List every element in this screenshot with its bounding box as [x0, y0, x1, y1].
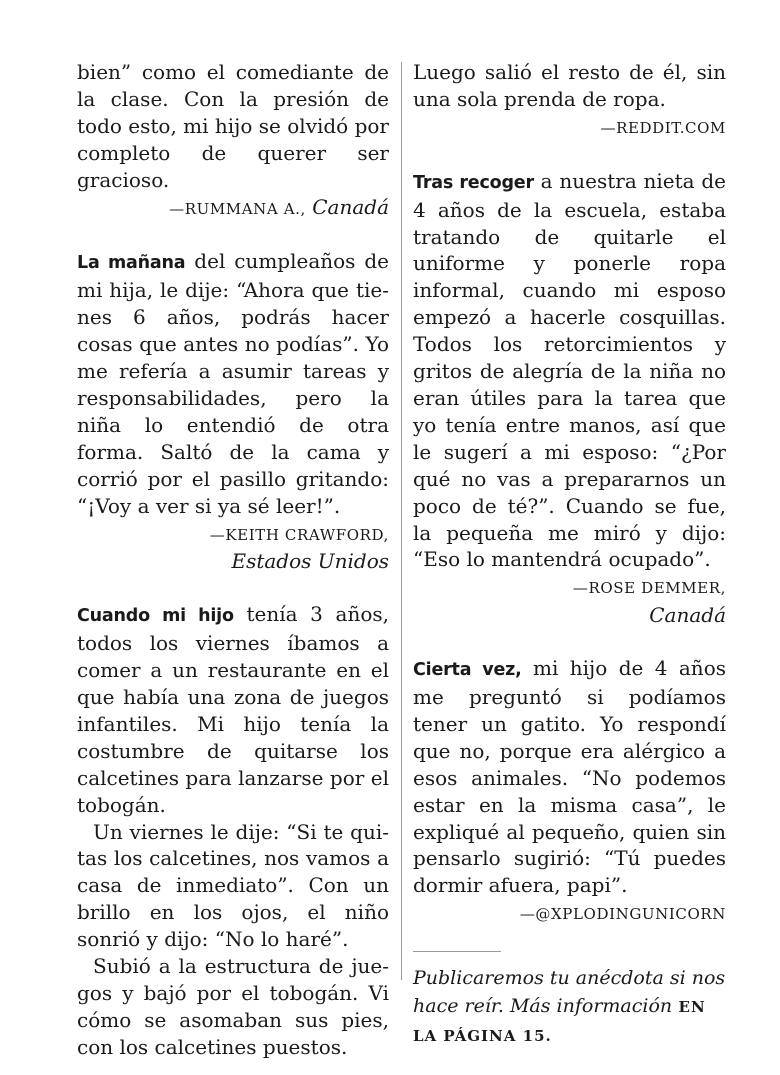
- author-name: —RUMMANA A.,: [169, 199, 306, 218]
- anecdote-paragraph: Subió a la estructura de juegos y bajó por el tobogán. Vi cómo se asomaban sus pies, con los calcetines puestos.: [77, 954, 389, 1059]
- anecdote-rummana: [77, 59, 389, 222]
- anecdote-text: [413, 655, 726, 899]
- author-name: —@XPLODINGUNICORN: [519, 905, 726, 924]
- author-place: Canadá: [312, 194, 389, 219]
- lead-in: Cierta vez,: [413, 660, 522, 681]
- anecdote-body: a nuestra nieta de 4 años de la escuela, estaba tratando de quitarle el uniforme y ponerle ropa informal, cuando mi esposo empezó a hacerle cosquillas. Todos los retorcimientos y gritos de alegría de la niña no eran útiles para la tarea que yo tenía entre manos, así que le sugerí a mi esposo: “¿Por qué no vas a prepararnos un poco de té?”. Cuando se fue, la pequeña me miró y dijo: “Eso lo mantendrá ocupado”.: [413, 168, 726, 572]
- anecdote-text: [77, 248, 389, 519]
- promo-page-reference: EN LA PÁGINA 15.: [413, 998, 706, 1045]
- attribution: [413, 899, 726, 928]
- author-name: —ROSE DEMMER,: [572, 579, 726, 598]
- anecdote-paragraph: Un viernes le dije: “Si te quitas los calcetines, nos vamos a casa de inmediato”. Con un brillo en los ojos, el niño sonrió y dijo: “No lo haré”.: [77, 819, 389, 952]
- attribution: [413, 113, 726, 142]
- left-column: [77, 59, 389, 1061]
- attribution: [77, 194, 389, 223]
- anecdote-body: mi hijo de 4 años me preguntó si podíamos tener un gatito. Yo respondí que no, porque era alérgico a esos animales. “No podemos estar en la misma casa”, le expliqué al pequeño, quien sin pensarlo sugirió: “Tú puedes dormir afuera, papi”.: [413, 656, 726, 898]
- section-divider: [413, 951, 501, 952]
- submission-promo: [413, 964, 726, 1050]
- author-name: —KEITH CRAWFORD,: [209, 525, 389, 544]
- anecdote-rose: [413, 168, 726, 629]
- column-divider: [401, 62, 402, 980]
- right-column: [413, 59, 726, 1050]
- anecdote-text: [413, 168, 726, 574]
- anecdote-keith: [77, 248, 389, 575]
- anecdote-text: bien” como el comediante de la clase. Con la presión de todo esto, mi hijo se olvidó por completo de querer ser gracioso.: [77, 60, 389, 192]
- promo-text: Publicaremos tu anécdota si nos hace reír. Más información: [413, 967, 726, 1018]
- anecdote-calcetines: [77, 601, 389, 1060]
- anecdote-text: [77, 601, 389, 818]
- lead-in: Cuando mi hijo: [77, 606, 234, 627]
- author-place: Canadá: [649, 603, 726, 628]
- author-name: —REDDIT.COM: [600, 118, 726, 137]
- lead-in: Tras recoger: [413, 172, 534, 193]
- anecdote-body: del cumpleaños de mi hija, le dije: “Ahora que tienes 6 años, podrás hacer cosas que antes no podías”. Yo me refería a asumir tareas y responsabilidades, pero la niña lo entendió de otra forma. Saltó de la cama y corrió por el pasillo gritando: “¡Voy a ver si ya sé leer!”.: [77, 249, 389, 518]
- attribution: [77, 520, 389, 576]
- anecdote-text: Luego salió el resto de él, sin una sola prenda de ropa.: [413, 60, 726, 111]
- attribution: [413, 573, 726, 629]
- anecdote-reddit: [413, 59, 726, 142]
- author-place: Estados Unidos: [231, 549, 389, 574]
- lead-in: La mañana: [77, 253, 186, 274]
- anecdote-body: tenía 3 años, todos los viernes íbamos a comer a un restaurante en el que había una zona de juegos infantiles. Mi hijo tenía la costumbre de quitarse los calcetines para lanzarse por el tobogán.: [77, 602, 389, 817]
- anecdote-unicorn: [413, 655, 726, 928]
